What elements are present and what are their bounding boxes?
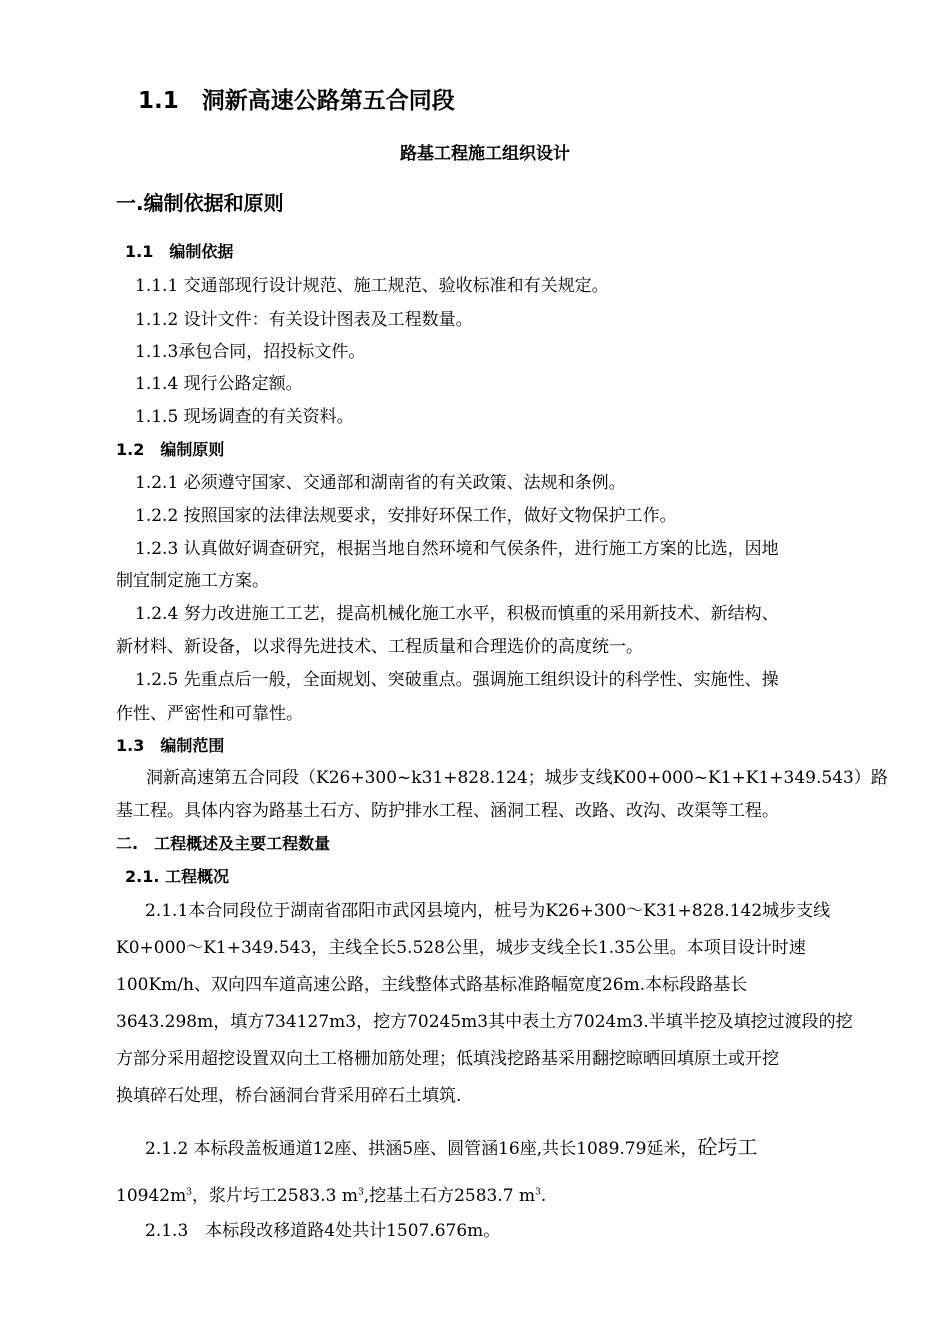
document-title: 1.1 洞新高速公路第五合同段 bbox=[138, 88, 455, 114]
item-1-2-5-line2: 作性、严密性和可靠性。 bbox=[116, 704, 303, 724]
section-1-1-heading: 1.1 编制依据 bbox=[125, 242, 234, 261]
section-2-1-heading: 2.1. 工程概况 bbox=[125, 867, 229, 886]
scope-line1: 洞新高速第五合同段（K26+300~k31+828.124；城步支线K00+000~K1+K1+349.543）路 bbox=[146, 768, 888, 788]
item-1-1-2: 1.1.2 设计文件：有关设计图表及工程数量。 bbox=[135, 310, 473, 330]
overview-line5: 方部分采用超挖设置双向土工格栅加筋处理；低填浅挖路基采用翻挖晾晒回填原土或开挖 bbox=[116, 1049, 779, 1069]
excavation-qty: ,挖基土石方2583.7 m bbox=[363, 1186, 536, 1206]
overview-line1: 2.1.1本合同段位于湖南省邵阳市武冈县境内，桩号为K26+300～K31+828.142城步支线 bbox=[145, 901, 831, 921]
culvert-line2 bbox=[116, 1185, 546, 1207]
scope-line2: 基工程。具体内容为路基土石方、防护排水工程、涵洞工程、改路、改沟、改渠等工程。 bbox=[116, 801, 779, 821]
item-1-2-3-line1: 1.2.3 认真做好调查研究，根据当地自然环境和气侯条件，进行施工方案的比选，因地 bbox=[135, 539, 779, 559]
item-1-2-4-line1: 1.2.4 努力改进施工工艺，提高机械化施工水平，积极而慎重的采用新技术、新结构、 bbox=[135, 604, 779, 624]
superscript-3: 3 bbox=[186, 1187, 192, 1198]
item-1-1-1: 1.1.1 交通部现行设计规范、施工规范、验收标准和有关规定。 bbox=[135, 276, 609, 296]
item-1-2-1: 1.2.1 必须遵守国家、交通部和湖南省的有关政策、法规和条例。 bbox=[135, 473, 626, 493]
section-1-3-heading: 1.3 编制范围 bbox=[116, 736, 225, 755]
culvert-line1-text: 2.1.2 本标段盖板通道12座、拱涵5座、圆管涵16座,共长1089.79延米， bbox=[145, 1139, 698, 1159]
item-1-1-4: 1.1.4 现行公路定额。 bbox=[135, 374, 303, 394]
item-1-2-2: 1.2.2 按照国家的法律法规要求，安排好环保工作，做好文物保护工作。 bbox=[135, 506, 677, 526]
overview-line2: K0+000～K1+349.543，主线全长5.528公里，城步支线全长1.35公里。本项目设计时速 bbox=[116, 938, 806, 958]
overview-line3: 100Km/h、双向四车道高速公路，主线整体式路基标准路幅宽度26m.本标段路基长 bbox=[116, 975, 748, 995]
road-diversion-line: 2.1.3 本标段改移道路4处共计1507.676m。 bbox=[145, 1221, 501, 1241]
culvert-line1-emphasis: 砼圬工 bbox=[697, 1135, 758, 1159]
overview-line6: 换填碎石处理，桥台涵洞台背采用碎石土填筑. bbox=[116, 1086, 462, 1106]
period: . bbox=[540, 1186, 547, 1206]
overview-line4: 3643.298m，填方734127m3，挖方70245m3其中表土方7024m3.半填半挖及填挖过渡段的挖 bbox=[116, 1012, 853, 1032]
section-1-heading: 一.编制依据和原则 bbox=[116, 191, 284, 215]
item-1-2-4-line2: 新材料、新设备，以求得先进技术、工程质量和合理选价的高度统一。 bbox=[116, 637, 643, 657]
slurry-masonry-qty: ，浆片圬工2583.3 m bbox=[191, 1186, 358, 1206]
section-2-heading: 二. 工程概述及主要工程数量 bbox=[116, 834, 331, 853]
item-1-2-5-line1: 1.2.5 先重点后一般，全面规划、突破重点。强调施工组织设计的科学性、实施性、操 bbox=[135, 670, 779, 690]
masonry-qty: 10942m bbox=[116, 1186, 187, 1206]
document-subtitle: 路基工程施工组织设计 bbox=[400, 144, 570, 164]
item-1-2-3-line2: 制宜制定施工方案。 bbox=[116, 571, 269, 591]
item-1-1-3: 1.1.3承包合同，招投标文件。 bbox=[135, 342, 366, 362]
superscript-3: 3 bbox=[535, 1187, 541, 1198]
culvert-line1 bbox=[145, 1136, 757, 1160]
item-1-1-5: 1.1.5 现场调查的有关资料。 bbox=[135, 407, 354, 427]
superscript-3: 3 bbox=[357, 1187, 364, 1198]
section-1-2-heading: 1.2 编制原则 bbox=[116, 440, 225, 459]
